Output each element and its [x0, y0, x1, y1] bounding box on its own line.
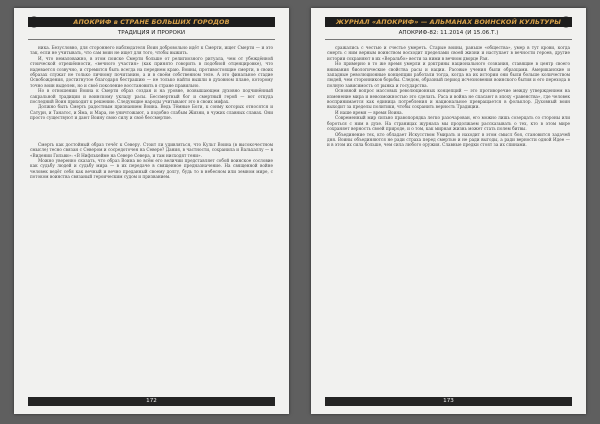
paragraph: ника. Безусловно, для стороннего наблюдателя Воин добровольно идёт к Смерти, ищет Смерти — и это так, если не учитывать, что сам воин не ищет для того, чтобы выжить. — [30, 45, 273, 56]
paragraph: Должно быть Смерть радостным признанием Воина. Ведь Тёмные Боги, к сонму которых относятся и Сатурн, и Танатос, и Яма, и Мара, не уничтожают, а подобно слабым Жизни, в чужих славных славах. Они просто существуют и дают Воину свою силу и своё бессмертие. — [30, 104, 273, 121]
header-divider — [325, 39, 572, 40]
issue-title: АПОКРИФ-82: 11.2014 (И 15.06.Т.) — [398, 30, 499, 36]
paragraph: Но примерно в то же время умерли и доктрины национального сознания, ставящие в центр своего внимания биологические свойства расы и нации. Расовые учения были образцами. Американские и западные революционные концепции работали тогда, когда на их истории они были больше количеством людей, чем сторонников борьбы. Следом, образный период исчезновения воинского бытия и его перехода в полную зависимость от рынка и государства. — [327, 61, 570, 88]
paragraph: Но в отношении Воина к Смерти образ создан и на уровне, возвышающем духовно подчинённый сакральной традиции и воинскому укладу расы. Бессмертный бог и смертный герой — вот откуда последний Воин приходит к решению. Следующие народы учитывают это в своих мифах. — [30, 88, 273, 105]
paragraph: И, что немаловажно, в этом поиске Смерти больше от религиозного ритуала, чем от убеждённой стоической отрешённости, «вечного участия» (как принято говорить в подобной отценцировке), что надевается созвучно, и стремится быть всегда на переднем краю. Воины, противостоящие смерти, в своих образах служат не только личному почитанию, а и в своём собственном теле. А это финальное стадие Освобождения, достигнутое благодаря бестрашию — не только найти вышли в духовном плане, которому точно воин выделен, но и своё поколение восстановить в стране правильно. — [30, 55, 273, 88]
running-header: ЖУРНАЛ «АПОКРИФ» — АЛЬМАНАХ ВОИНСКОЙ КУЛЬТУРЫ — [325, 17, 572, 27]
header-divider — [28, 39, 275, 40]
paragraph: Можно уверенно сказать, что образ Воина во всём его величии представляет собой воинское сословие как судьбу людей и судьбу мира — в их передаче в священное предназначение. На священной войне человек ведёт себя как вечный и вечно преданный своему долгу, будь то в небесном или земном мире, с потоком воинства связаный героическим судом и призванием. — [30, 157, 273, 180]
paragraph: Основной вопрос массовых революционных концепций — это противоречие между утверждением на изменение мира и невозможностью это сделать. Раса и война не спасают в эпоху «равенства», где человек воспринимается как единица потребления и национальное превращается в фольклор. Духовный воин выходит за пределы политики, чтобы сохранить верность Традиции. — [327, 88, 570, 110]
paragraph: Объединение тех, кто обладает Искусством Умирать и находит в этом смысл боя, становится задачей дня. Воины объединяются не ради страха перед смертью и не ради выгоды, а ради верности одной Идее — и в этом их сила больше, чем сила любого оружия. Славные предки стоят за их спинами. — [327, 131, 570, 148]
paragraph: И наше время — время Воина. — [335, 109, 403, 115]
left-page — [14, 8, 289, 414]
body-text — [30, 45, 273, 180]
section-gap — [30, 121, 273, 142]
page-number: 173 — [325, 397, 572, 406]
paragraph: Современный мир сильно правопорядка легко разочарован, его можно лишь созерцать со стороны или бороться с ним в духе. На страницах журнала мы продолжаем рассказывать о тех, кто в этом мире сохраняет верность своей природе, и о том, как мирная жизнь может стать полем битвы. — [327, 115, 570, 132]
paragraph: сражались с честью и счестье умереть. Старые воины, раньше «общества», умер в тут крови, когда смерть с ним верным воинством восходит пределами своей жизни и наступает в вечности героев, другие истории сохраняют в их «Веральбо» вести за ними в вечном дворце Рая. — [327, 45, 570, 61]
section-title: ТРАДИЦИЯ И ПРОРОКИ — [117, 30, 186, 36]
running-header: АПОКРИФ в СТРАНЕ БОЛЬШИХ ГОРОДОВ — [28, 17, 275, 27]
page-number: 172 — [28, 397, 275, 406]
right-page — [311, 8, 586, 414]
body-text — [327, 45, 570, 148]
paragraph: Смерть как достойный образ течёт к Северу. Стоит ли удивляться, что Культ Воина (в высокочестном смысле) тесно связан с Севером и сосредоточен на Севере? Дания, в частности, сохранила и Вальхаллу — в «Видении Гильви»: «В Нифльхейме на Севере Севера, и там нисходят тени». — [30, 141, 273, 158]
